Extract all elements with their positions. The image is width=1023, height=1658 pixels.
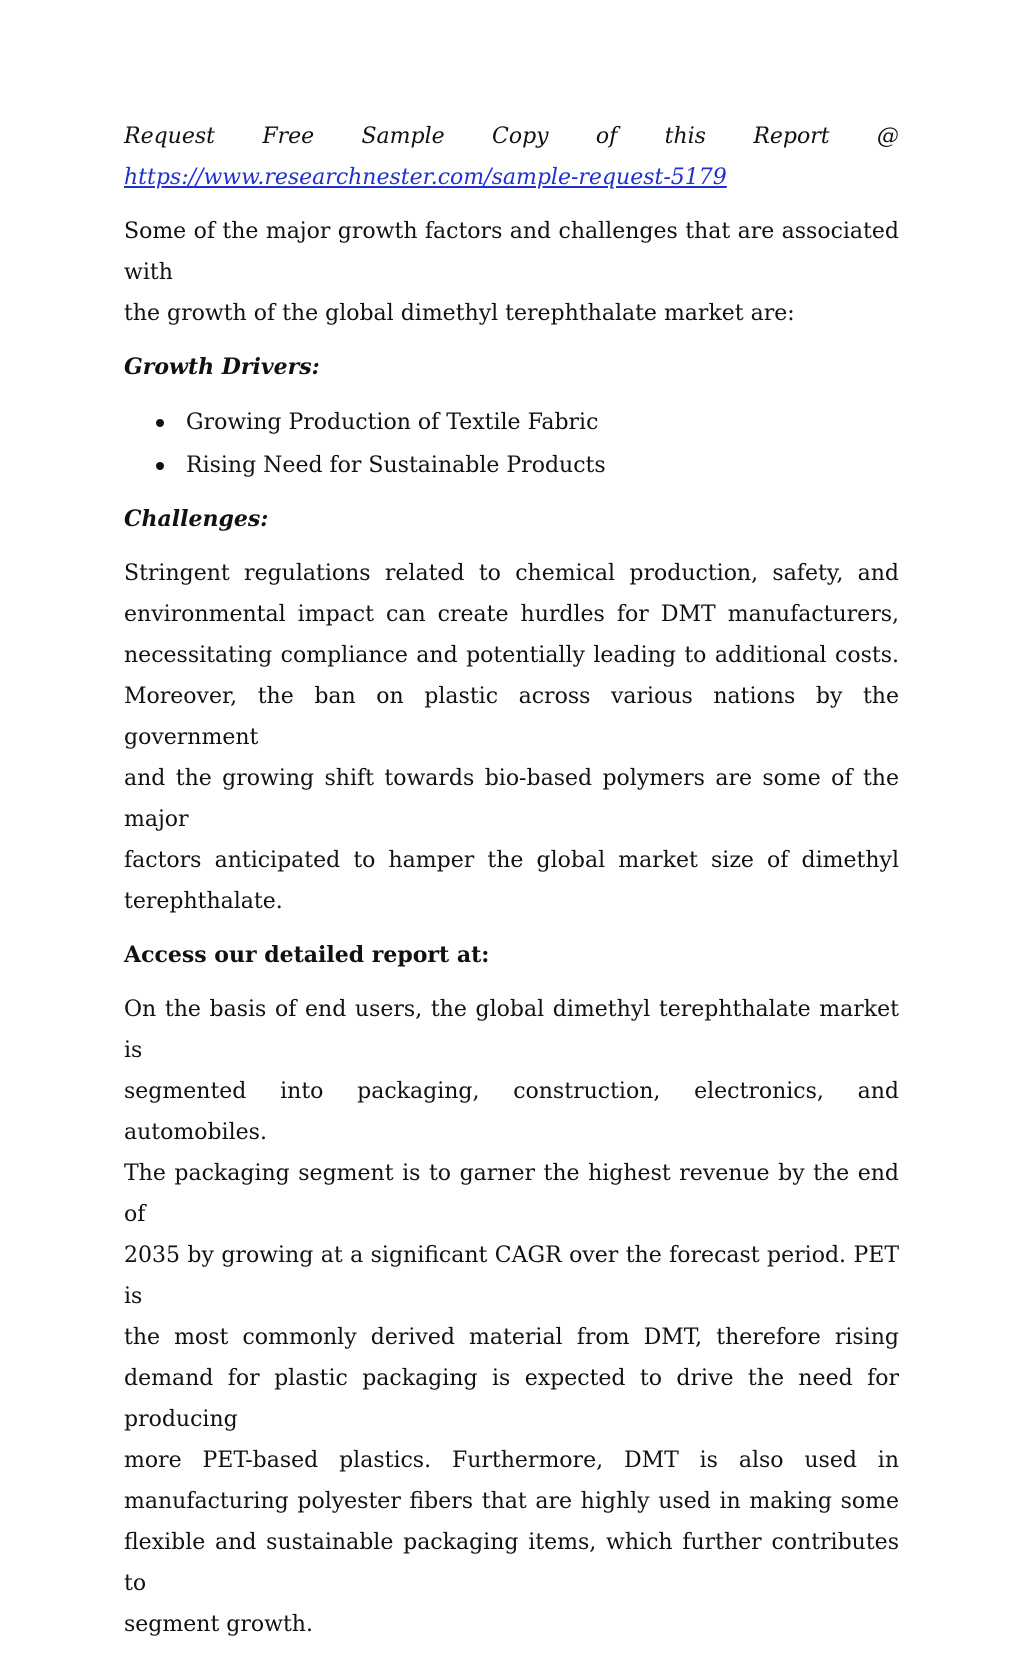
paragraph-line: environmental impact can create hurdles for DMT manufacturers, (124, 602, 899, 627)
request-word: Copy (492, 124, 549, 149)
paragraph-line: Moreover, the ban on plastic across various nations by the government (124, 684, 899, 750)
challenges-heading: Challenges: (124, 506, 269, 532)
paragraph-line: the growth of the global dimethyl terephthalate market are: (124, 301, 795, 326)
list-item (124, 444, 899, 487)
bullet-icon (156, 462, 164, 470)
request-sample-line (124, 116, 899, 157)
paragraph-line: flexible and sustainable packaging items, which further contributes to (124, 1530, 899, 1596)
paragraph-line: terephthalate. (124, 889, 283, 914)
end-users-paragraph (124, 989, 899, 1645)
paragraph-line: segment growth. (124, 1612, 313, 1637)
paragraph-line: manufacturing polyester fibers that are highly used in making some (124, 1489, 899, 1514)
request-word: this (664, 124, 706, 149)
request-word: Free (262, 124, 315, 149)
paragraph-line: Stringent regulations related to chemical production, safety, and (124, 561, 899, 586)
paragraph-line: and the growing shift towards bio-based polymers are some of the major (124, 766, 899, 832)
intro-paragraph (124, 211, 899, 334)
request-word: of (595, 124, 618, 149)
bullet-icon (156, 419, 164, 427)
growth-drivers-list (124, 401, 899, 487)
list-item-text: Rising Need for Sustainable Products (186, 453, 606, 478)
paragraph-line: necessitating compliance and potentially leading to additional costs. (124, 643, 899, 668)
request-word: @ (876, 124, 899, 149)
paragraph-line: factors anticipated to hamper the global market size of dimethyl (124, 848, 899, 873)
document-page (124, 116, 899, 1658)
paragraph-line: demand for plastic packaging is expected to drive the need for producing (124, 1366, 899, 1432)
paragraph-line: The packaging segment is to garner the highest revenue by the end of (124, 1161, 899, 1227)
paragraph-line: the most commonly derived material from DMT, therefore rising (124, 1325, 899, 1350)
paragraph-line: more PET-based plastics. Furthermore, DMT is also used in (124, 1448, 899, 1473)
challenges-paragraph (124, 553, 899, 922)
paragraph-line: segmented into packaging, construction, electronics, and automobiles. (124, 1079, 899, 1145)
growth-drivers-heading: Growth Drivers: (124, 354, 320, 380)
request-word: Sample (361, 124, 445, 149)
list-item-text: Growing Production of Textile Fabric (186, 410, 599, 435)
request-word: Request (124, 124, 215, 149)
request-word: Report (753, 124, 830, 149)
access-report-heading: Access our detailed report at: (124, 942, 490, 968)
paragraph-line: 2035 by growing at a significant CAGR over the forecast period. PET is (124, 1243, 899, 1309)
sample-request-link[interactable]: https://www.researchnester.com/sample-request-5179 (124, 165, 727, 190)
paragraph-line: Some of the major growth factors and challenges that are associated with (124, 219, 899, 285)
paragraph-line: On the basis of end users, the global dimethyl terephthalate market is (124, 997, 899, 1063)
list-item (124, 401, 899, 444)
